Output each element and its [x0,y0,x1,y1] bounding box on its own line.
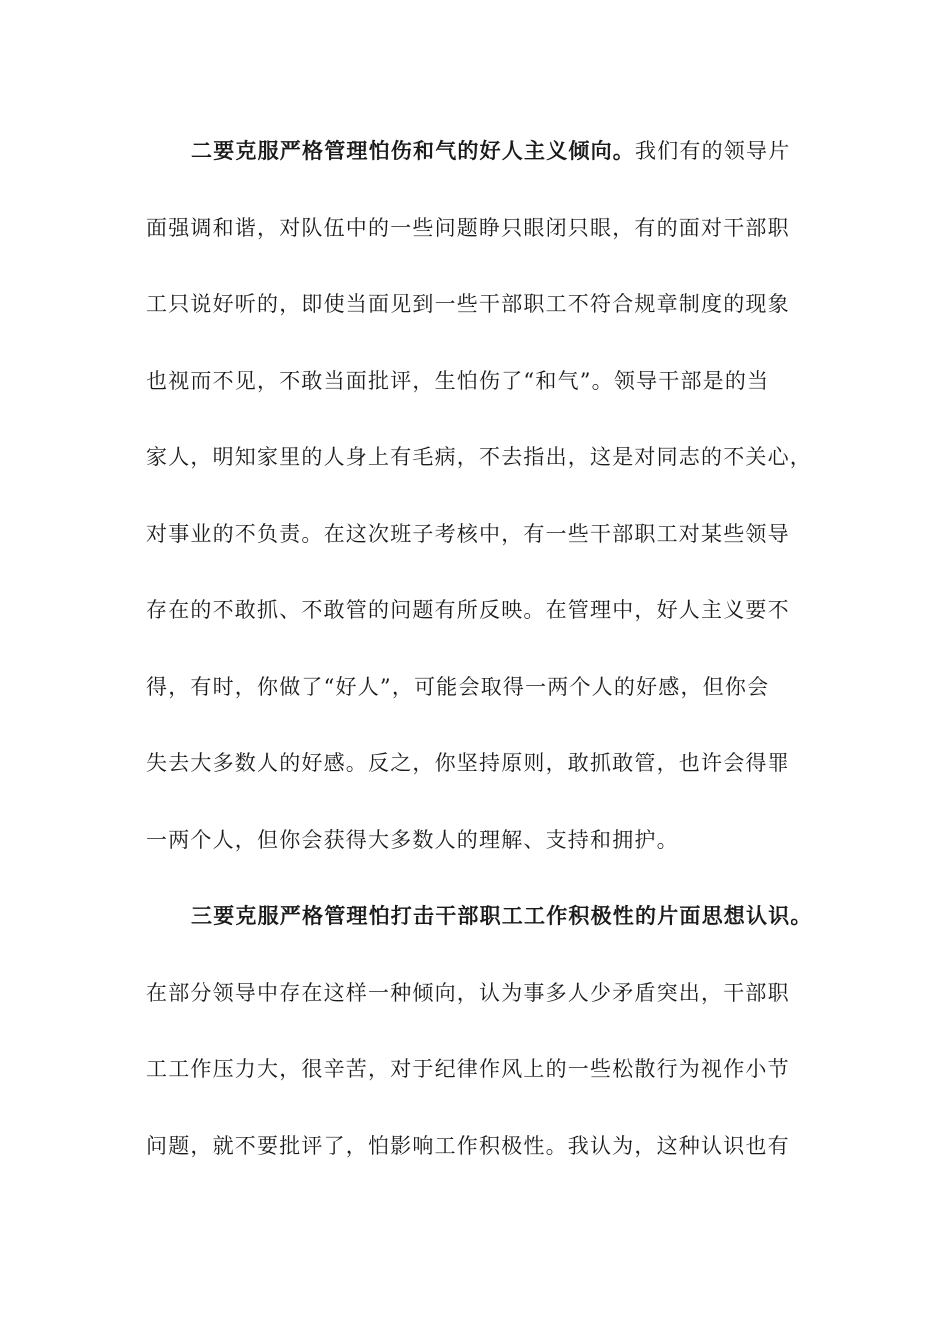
paragraph-1-line-1 [146,128,806,205]
paragraph-2-line-4: 问题，就不要批评了，怕影响工作积极性。我认为，这种认识也有 [146,1133,790,1158]
paragraph-2-line-1 [146,893,813,970]
paragraph-1-line-7: 存在的不敢抓、不敢管的问题有所反映。在管理中，好人主义要不 [146,598,790,622]
paragraph-1-line-2: 面强调和谐，对队伍中的一些问题睁只眼闭只眼，有的面对干部职 [146,215,790,240]
paragraph-1-line-1-text: 我们有的领导片 [635,139,791,163]
paragraph-2-heading: 三要克服严格管理怕打击干部职工工作积极性的片面思想认识。 [191,903,813,928]
paragraph-1-line-5: 家人，明知家里的人身上有毛病，不去指出，这是对同志的不关心， [146,445,812,469]
paragraph-1-line-9: 失去大多数人的好感。反之，你坚持原则，敢抓敢管，也许会得罪 [146,751,790,775]
paragraph-1-line-6: 对事业的不负责。在这次班子考核中，有一些干部职工对某些领导 [146,521,790,546]
paragraph-2-line-2: 在部分领导中存在这样一种倾向，认为事多人少矛盾突出，干部职 [146,980,790,1005]
paragraph-2-line-3: 工工作压力大，很辛苦，对于纪律作风上的一些松散行为视作小节 [146,1057,790,1081]
paragraph-1-heading: 二要克服严格管理怕伤和气的好人主义倾向。 [191,138,635,163]
paragraph-1-line-3: 工只说好听的，即使当面见到一些干部职工不符合规章制度的现象 [146,292,790,316]
paragraph-1-line-4: 也视而不见，不敢当面批评，生怕伤了“和气”。领导干部是的当 [146,368,770,393]
paragraph-1-line-8: 得，有时，你做了“好人”，可能会取得一两个人的好感，但你会 [146,674,770,699]
document-body [146,128,813,1199]
paragraph-1-line-10: 一两个人，但你会获得大多数人的理解、支持和拥护。 [146,827,679,852]
